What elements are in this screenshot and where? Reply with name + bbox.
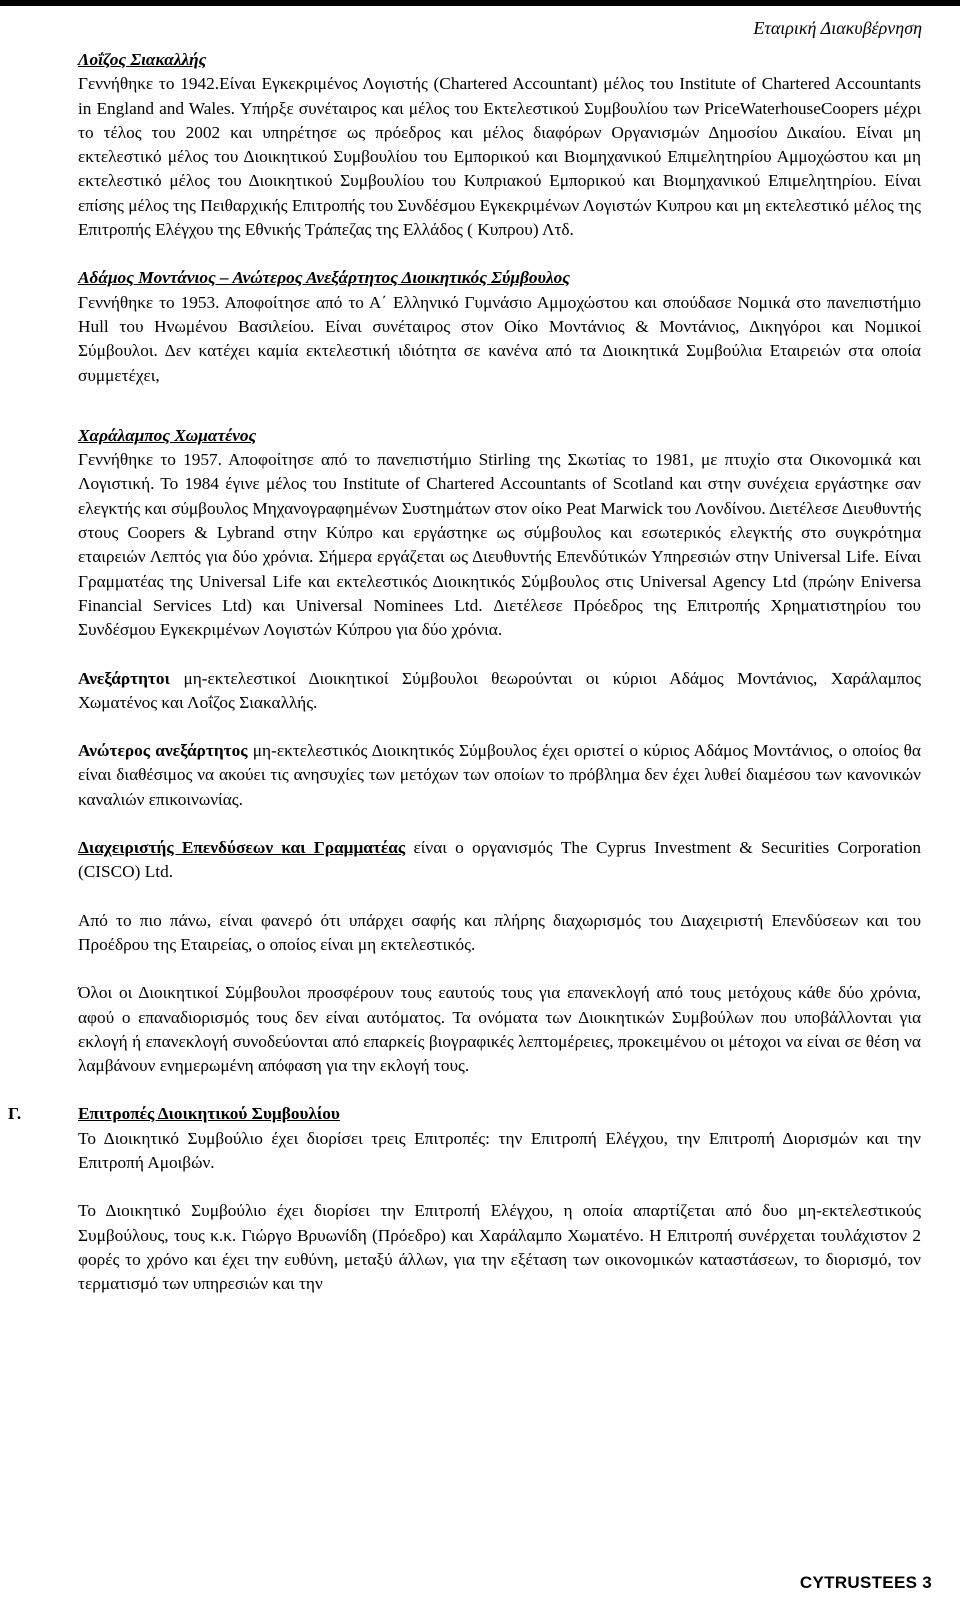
section-c-intro: Το Διοικητικό Συμβούλιο έχει διορίσει τρεις Επιτροπές: την Επιτροπή Ελέγχου, την Επιτροπή Διορισμών και την Επιτροπή Αμοιβών. xyxy=(78,1128,921,1172)
independent-lead: Ανεξάρτητοι xyxy=(78,668,170,688)
bio-montanios-text: Γεννήθηκε το 1953. Αποφοίτησε από το Α΄ Ελληνικό Γυμνάσιο Αμμοχώστου και σπούδασε Νομικά στο πανεπιστήμιο Hull του Ηνωμένου Βασιλείου. Είναι συνέταιρος στον Οίκο Μοντάνιος & Μοντάνιος, Δικηγόροι και Νομικοί Σύμβουλοι. Δεν κατέχει καμία εκτελεστική ιδιότητα σε κανένα από τα Διοικητικά Συμβούλια Εταιρειών στα οποία συμμετέχει, xyxy=(78,292,921,385)
senior-independent-text: μη-εκτελεστικός Διοικητικός Σύμβουλος έχει οριστεί ο κύριος Αδάμος Μοντάνιος, ο οποίος θα είναι διαθέσιμος να ακούει τις ανησυχίες των μετόχων των οποίων το πρόβλημα δεν έχει λυθεί διαμέσου των κανονικών καναλιών επικοινωνίας. xyxy=(78,741,921,809)
senior-independent-paragraph xyxy=(78,739,921,812)
manager-lead: Διαχειριστής Επενδύσεων και Γραμματέας xyxy=(78,838,406,858)
bio-chomatenos-text: Γεννήθηκε το 1957. Αποφοίτησε από το πανεπιστήμιο Stirling της Σκωτίας το 1981, με πτυχίο στα Οικονομικά και Λογιστική. Το 1984 έγινε μέλος του Institute of Chartered Accountants of Scotland και στην συνέχεια εργάστηκε σαν ελεγκτής και σύμβουλος Μηχανογραφημένων Συστημάτων στον οίκο Peat Marwick του Λονδίνου. Διετέλεσε Διευθυντής στους Coopers & Lybrand στην Κύπρο και εργάστηκε ως σύμβουλος και εσωτερικός ελεγκτής στο συγκρότημα εταιρειών Λεπτός για δύο χρόνια. Σήμερα εργάζεται ως Διευθυντής Επενδύτικών Υπηρεσιών στην Universal Life. Είναι Γραμματέας της Universal Life και εκτελεστικός Διοικητικός Σύμβουλος στις Universal Agency Ltd (πρώην Eniversa Financial Services Ltd) και Universal Nominees Ltd. Διετέλεσε Πρόεδρος της Επιτροπής Χρηματιστηρίου του Συνδέσμου Εγκεκριμένων Λογιστών Κύπρου για δύο χρόνια. xyxy=(78,450,921,640)
independent-text: μη-εκτελεστικοί Διοικητικοί Σύμβουλοι θεωρούνται οι κύριοι Αδάμος Μοντάνιος, Χαράλαμπος Χωματένος και Λοΐζος Σιακαλλής. xyxy=(78,668,921,712)
section-c-title: Επιτροπές Διοικητικού Συμβουλίου xyxy=(78,1104,340,1124)
bio-chomatenos-name: Χαράλαμπος Χωματένος xyxy=(78,425,257,445)
page-content xyxy=(8,48,921,1296)
section-c-number: Γ. xyxy=(8,1104,22,1124)
page-footer: CYTRUSTEES 3 xyxy=(799,1573,932,1592)
running-header: Εταιρική Διακυβέρνηση xyxy=(753,18,922,38)
bio-siakallis-name: Λοΐζος Σιακαλλής xyxy=(78,50,207,69)
top-rule xyxy=(0,0,960,6)
bio-siakallis-text: Γεννήθηκε το 1942.Είναι Εγκεκριμένος Λογιστής (Chartered Accountant) μέλος του Institute of Chartered Accountants in England and Wales. Υπήρξε συνέταιρος και μέλος του Εκτελεστικού Συμβουλίου των PriceWaterhouseCoopers μέχρι το τέλος του 2002 και υπηρέτησε ως πρόεδρος και μέλος διαφόρων Οργανισμών Δημοσίου Δικαίου. Είναι μη εκτελεστικό μέλος του Διοικητικού Συμβουλίου του Εμπορικού και Βιομηχανικού Επιμελητηρίου Αμμοχώστου και μη εκτελεστικό μέλος του Διοικητικού Συμβουλίου του Κυπριακού Εμπορικού και Βιομηχανικού Επιμελητηρίου. Είναι επίσης μέλος της Πειθαρχικής Επιτροπής του Συνδέσμου Εγκεκριμένων Λογιστών Κυπρου και μη εκτελεστικό μέλος της Επιτροπής Ελέγχου της Εθνικής Τράπεζας της Ελλάδος ( Κυπρου) Λτδ. xyxy=(78,74,921,240)
audit-committee-paragraph: Το Διοικητικό Συμβούλιο έχει διορίσει την Επιτροπή Ελέγχου, η οποία απαρτίζεται από δυο μη-εκτελεστικούς Συμβούλους, τους κ.κ. Γιώργο Βρυωνίδη (Πρόεδρο) και Χαράλαμπο Χωματένο. Η Επιτροπή συνέρχεται τουλάχιστον 2 φορές το χρόνο και έχει την ευθύνη, μεταξύ άλλων, για την εξέταση των οικονομικών καταστάσεων, το διορισμό, τον τερματισμό των υπηρεσιών και την xyxy=(78,1201,921,1294)
senior-independent-lead: Ανώτερος ανεξάρτητος xyxy=(78,741,248,761)
manager-text: είναι ο οργανισμός The Cyprus Investment & Securities Corporation (CISCO) Ltd. xyxy=(78,838,921,882)
independent-directors-paragraph xyxy=(78,667,921,716)
bio-montanios-name: Αδάμος Μοντάνιος – Ανώτερος Ανεξάρτητος Διοικητικός Σύμβουλος xyxy=(78,268,571,288)
manager-paragraph xyxy=(78,836,921,885)
separation-paragraph: Από το πιο πάνω, είναι φανερό ότι υπάρχει σαφής και πλήρης διαχωρισμός του Διαχειριστή Επενδύσεων και του Προέδρου της Εταιρείας, ο οποίος είναι μη εκτελεστικός. xyxy=(78,910,921,954)
section-c xyxy=(8,1102,921,1296)
reelection-paragraph: Όλοι οι Διοικητικοί Σύμβουλοι προσφέρουν τους εαυτούς τους για επανεκλογή από τους μετόχους κάθε δύο χρόνια, αφού ο επαναδιορισμός τους δεν είναι αυτόματος. Τα ονόματα των Διοικητικών Συμβούλων που υποβάλλονται για εκλογή ή επανεκλογή συνοδεύονται από επαρκείς βιογραφικές λεπτομέρειες, προκειμένου οι μέτοχοι να είναι σε θέση να λαμβάνουν ενημερωμένη απόφαση για την εκλογή τους. xyxy=(78,983,921,1076)
